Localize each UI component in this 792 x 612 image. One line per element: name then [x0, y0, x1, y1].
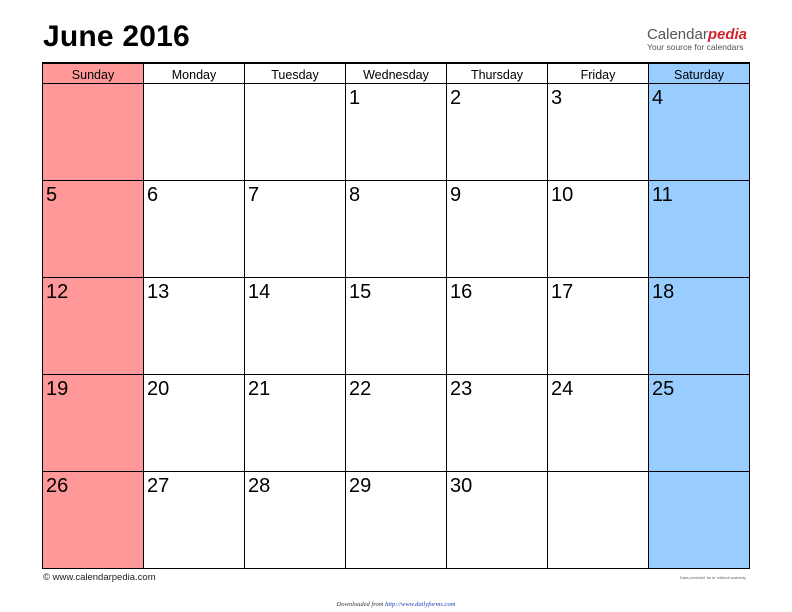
day-number: 16	[450, 281, 473, 303]
weekday-header-friday: Friday	[548, 63, 649, 84]
day-number: 26	[46, 475, 69, 497]
download-source	[0, 601, 792, 608]
page-title: June 2016	[43, 20, 190, 53]
day-number	[548, 472, 648, 475]
day-cell[interactable]	[346, 278, 447, 375]
calendar-grid	[42, 62, 750, 569]
weekday-header-tuesday: Tuesday	[245, 63, 346, 84]
day-number: 25	[652, 378, 675, 400]
disclaimer-note: Data provided 'as is' without warranty	[679, 575, 746, 580]
logo-wordmark	[647, 27, 747, 42]
day-number: 5	[46, 184, 58, 206]
day-number: 4	[652, 87, 664, 109]
day-cell[interactable]	[649, 181, 750, 278]
day-cell[interactable]	[447, 84, 548, 181]
day-number: 29	[349, 475, 372, 497]
day-cell[interactable]	[548, 278, 649, 375]
weekday-header-wednesday: Wednesday	[346, 63, 447, 84]
week-row	[43, 278, 750, 375]
day-cell[interactable]	[548, 84, 649, 181]
day-cell[interactable]	[447, 181, 548, 278]
day-cell[interactable]	[245, 181, 346, 278]
day-number: 2	[450, 87, 462, 109]
day-number: 13	[147, 281, 170, 303]
day-cell[interactable]	[245, 375, 346, 472]
day-number: 17	[551, 281, 574, 303]
day-number: 24	[551, 378, 574, 400]
download-link[interactable]: http://www.dailyforms.com	[385, 601, 456, 608]
day-number: 1	[349, 87, 361, 109]
day-number: 6	[147, 184, 159, 206]
day-cell[interactable]	[548, 472, 649, 569]
day-cell[interactable]	[43, 375, 144, 472]
day-number: 22	[349, 378, 372, 400]
weekday-header-thursday: Thursday	[447, 63, 548, 84]
day-cell[interactable]	[346, 375, 447, 472]
day-number: 9	[450, 184, 462, 206]
day-number: 18	[652, 281, 675, 303]
day-number	[144, 84, 244, 87]
day-cell[interactable]	[144, 278, 245, 375]
day-cell[interactable]	[43, 181, 144, 278]
day-number: 21	[248, 378, 271, 400]
logo-text-part1: Calendar	[646, 26, 708, 43]
day-number: 11	[652, 184, 673, 206]
week-row	[43, 84, 750, 181]
day-cell[interactable]	[245, 472, 346, 569]
day-cell[interactable]	[447, 375, 548, 472]
day-number: 27	[147, 475, 170, 497]
day-cell[interactable]	[649, 84, 750, 181]
day-cell[interactable]	[447, 472, 548, 569]
day-cell[interactable]	[548, 181, 649, 278]
week-row	[43, 375, 750, 472]
download-prefix: Downloaded from	[336, 601, 386, 608]
day-cell[interactable]	[649, 278, 750, 375]
day-cell[interactable]	[43, 472, 144, 569]
day-number: 20	[147, 378, 170, 400]
day-cell[interactable]	[245, 84, 346, 181]
day-number: 3	[551, 87, 563, 109]
day-number: 10	[551, 184, 574, 206]
day-cell[interactable]	[346, 84, 447, 181]
weekday-header-row	[43, 63, 750, 84]
day-cell[interactable]	[43, 278, 144, 375]
copyright-link[interactable]: © www.calendarpedia.com	[43, 572, 156, 583]
calendarpedia-logo[interactable]	[647, 27, 747, 53]
day-number	[649, 472, 749, 475]
logo-text-part2: pedia	[707, 26, 747, 43]
day-number: 23	[450, 378, 473, 400]
day-number: 12	[46, 281, 69, 303]
day-cell[interactable]	[144, 375, 245, 472]
day-number: 14	[248, 281, 271, 303]
weekday-header-monday: Monday	[144, 63, 245, 84]
day-cell[interactable]	[43, 84, 144, 181]
day-number: 30	[450, 475, 473, 497]
day-cell[interactable]	[144, 181, 245, 278]
day-cell[interactable]	[144, 84, 245, 181]
week-row	[43, 472, 750, 569]
day-number: 7	[248, 184, 260, 206]
day-cell[interactable]	[649, 375, 750, 472]
logo-tagline: Your source for calendars	[646, 42, 744, 52]
weekday-header-sunday: Sunday	[43, 63, 144, 84]
day-number	[43, 84, 143, 87]
day-cell[interactable]	[346, 472, 447, 569]
day-cell[interactable]	[144, 472, 245, 569]
day-cell[interactable]	[346, 181, 447, 278]
day-number: 15	[349, 281, 372, 303]
day-number: 8	[349, 184, 361, 206]
weekday-header-saturday: Saturday	[649, 63, 750, 84]
week-row	[43, 181, 750, 278]
day-number: 28	[248, 475, 271, 497]
day-cell[interactable]	[548, 375, 649, 472]
day-cell[interactable]	[447, 278, 548, 375]
day-number	[245, 84, 345, 87]
day-cell[interactable]	[649, 472, 750, 569]
day-number: 19	[46, 378, 69, 400]
day-cell[interactable]	[245, 278, 346, 375]
